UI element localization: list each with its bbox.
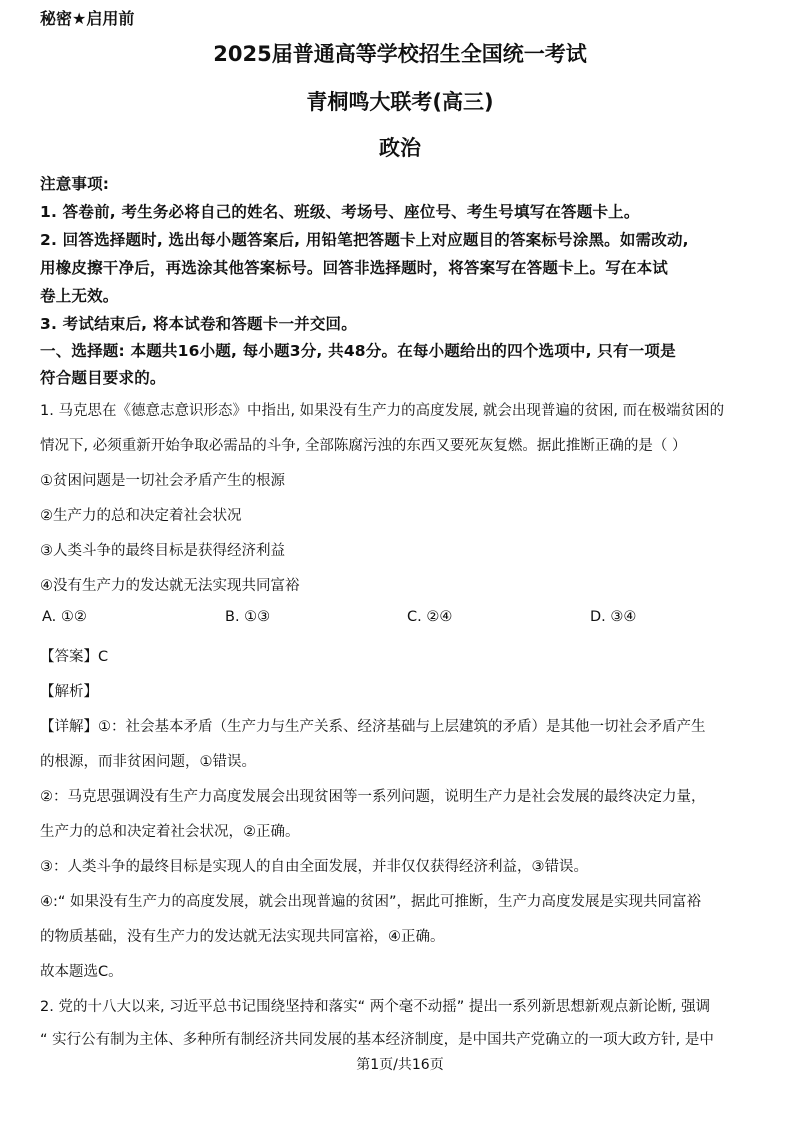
notes-item-2-line-3: 卷上无效。 xyxy=(40,287,119,305)
q1-stem-line-1: 1. 马克思在《德意志意识形态》中指出, 如果没有生产力的高度发展, 就会出现普遍的贫困, 而在极端贫困的 xyxy=(40,403,725,419)
q1-option-c: C. ②④ xyxy=(407,609,453,625)
subject-title: 政治 xyxy=(379,136,421,160)
section-heading-line-2: 符合题目要求的。 xyxy=(40,369,166,387)
notes-item-2-line-1: 2. 回答选择题时, 选出每小题答案后, 用铅笔把答题卡上对应题目的答案标号涂黑。如需改动, xyxy=(40,231,689,249)
notes-item-1: 1. 答卷前, 考生务必将自己的姓名、班级、考场号、座位号、考生号填写在答题卡上。 xyxy=(40,203,640,221)
q1-option-b: B. ①③ xyxy=(225,609,271,625)
exam-title: 2025届普通高等学校招生全国统一考试 xyxy=(213,42,587,66)
q1-detail-2-line-2: 生产力的总和决定着社会状况，②正确。 xyxy=(40,824,300,840)
q1-detail-4-line-2: 的物质基础，没有生产力的发达就无法实现共同富裕，④正确。 xyxy=(40,929,445,945)
notes-item-2-line-2: 用橡皮擦干净后，再选涂其他答案标号。回答非选择题时，将答案写在答题卡上。写在本试 xyxy=(40,259,669,277)
q1-detail-1-line-2: 的根源，而非贫困问题，①错误。 xyxy=(40,754,256,770)
q1-detail-3: ③：人类斗争的最终目标是实现人的自由全面发展，并非仅仅获得经济利益，③错误。 xyxy=(40,859,588,875)
notes-item-3: 3. 考试结束后, 将本试卷和答题卡一并交回。 xyxy=(40,315,357,333)
q2-stem-line-1: 2. 党的十八大以来, 习近平总书记围绕坚持和落实“ 两个毫不动摇” 提出一系列新思想新观点新论断, 强调 xyxy=(40,999,711,1015)
q1-detail-2-line-1: ②：马克思强调没有生产力高度发展会出现贫困等一系列问题，说明生产力是社会发展的最终决定力量， xyxy=(40,789,706,805)
q1-conclusion: 故本题选C。 xyxy=(40,964,123,980)
q2-stem-line-2: “ 实行公有制为主体、多种所有制经济共同发展的基本经济制度，是中国共产党确立的一项大政方针, 是中 xyxy=(40,1032,714,1048)
q1-statement-2: ②生产力的总和决定着社会状况 xyxy=(40,508,242,524)
q1-answer: 【答案】C xyxy=(40,649,109,665)
exam-name: 青桐鸣大联考(高三) xyxy=(306,90,494,114)
q1-statement-1: ①贫困问题是一切社会矛盾产生的根源 xyxy=(40,473,285,489)
q1-option-d: D. ③④ xyxy=(590,609,637,625)
q1-option-a: A. ①② xyxy=(42,609,87,625)
q1-detail-1-line-1: 【详解】①：社会基本矛盾（生产力与生产关系、经济基础与上层建筑的矛盾）是其他一切社会矛盾产生 xyxy=(40,719,706,735)
notes-heading: 注意事项: xyxy=(40,175,110,193)
q1-analysis-label: 【解析】 xyxy=(40,684,98,700)
section-heading-line-1: 一、选择题: 本题共16小题, 每小题3分, 共48分。在每小题给出的四个选项中, 只有一项是 xyxy=(40,342,676,360)
q1-stem-line-2: 情况下, 必须重新开始争取必需品的斗争, 全部陈腐污浊的东西又要死灰复燃。据此推断正确的是（ ） xyxy=(40,438,687,454)
secret-label: 秘密★启用前 xyxy=(40,9,135,28)
q1-detail-4-line-1: ④:“ 如果没有生产力的高度发展，就会出现普遍的贫困”，据此可推断，生产力高度发展是实现共同富裕 xyxy=(40,894,702,910)
q1-statement-3: ③人类斗争的最终目标是获得经济利益 xyxy=(40,543,285,559)
q1-statement-4: ④没有生产力的发达就无法实现共同富裕 xyxy=(40,578,300,594)
page-number: 第1页/共16页 xyxy=(356,1057,444,1073)
